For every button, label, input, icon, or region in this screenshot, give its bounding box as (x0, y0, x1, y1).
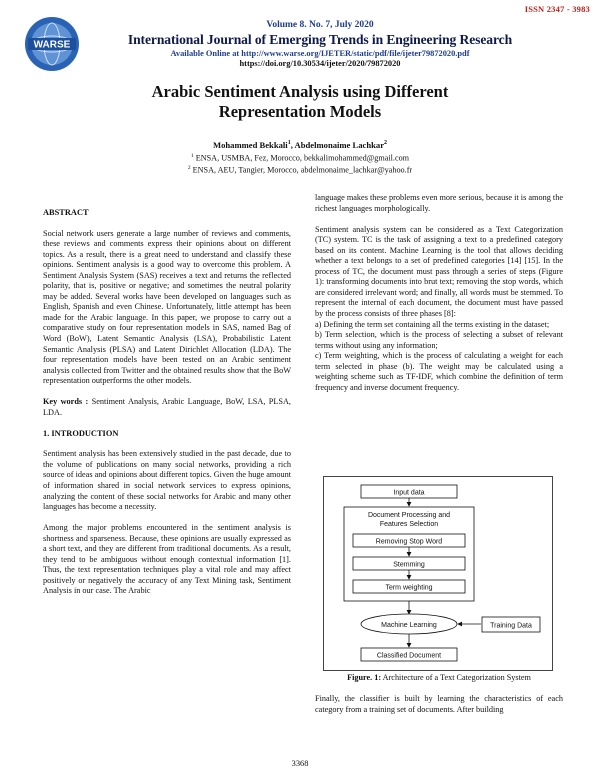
intro-paragraph-1: Sentiment analysis has been extensively studied in the past decade, due to the volume of publications on many social networks, providing a rich source of ideas and opinions about different topics. Given the huge amount of information shared in social network services to express opinions, analyzing the content of these social networks for Arabic and many other languages has become a necessity. (43, 449, 291, 512)
keywords (43, 397, 291, 418)
title-line-1: Arabic Sentiment Analysis using Different (151, 82, 449, 101)
affiliation-2-text: ENSA, AEU, Tangier, Morocco, abdelmonaime_lachkar@yahoo.fr (190, 165, 413, 175)
author-2-sup: 2 (384, 140, 388, 147)
stop-word-label: Removing Stop Word (375, 538, 443, 546)
right-column (315, 193, 563, 393)
input-data-label: Input data (393, 489, 425, 497)
affiliation-1 (60, 153, 540, 163)
right-paragraph-2: Sentiment analysis system can be considered as a Text Categorization (TC) system. TC is the task of assigning a text to a predefined category based on its content. Machine Learning is the tool that allows deciding whether a text belongs to a set of predefined categories [14] [15]. In the process of TC, the document must pass through a series of steps (Figure 1): transforming documents into brut text; removing the stop words, which are considered irrelevant word; and finally, all words must be stemmed. To represent the internal of each document, the document must have passed by the process consists of three phases [8]: (315, 224, 563, 318)
right-paragraph-1: language makes these problems even more serious, because it is among the richest languages morphologically. (315, 193, 563, 213)
list-item-a: a) Defining the term set containing all the terms existing in the dataset; (315, 319, 550, 329)
machine-learning-label: Machine Learning (381, 622, 437, 629)
author-1: Mohammed Bekkali (212, 140, 288, 150)
paper-title (60, 82, 540, 122)
title-line-2: Representation Models (218, 102, 382, 121)
right-paragraph-after-figure: Finally, the classifier is built by learning the characteristics of each category from a training set of documents. After building (315, 694, 563, 714)
volume-info: Volume 8. No. 7, July 2020 (266, 20, 374, 30)
journal-name: International Journal of Emerging Trends in Engineering Research (127, 32, 513, 47)
issn-label: ISSN 2347 - 3983 (524, 4, 590, 14)
affiliation-1-text: ENSA, USMBA, Fez, Morocco, bekkalimohammed@gmail.com (193, 153, 410, 163)
left-column (43, 193, 291, 597)
author-separator: , (290, 140, 295, 150)
abstract-heading: ABSTRACT (43, 208, 89, 217)
available-online (80, 49, 560, 58)
keywords-label: Key words : (43, 397, 92, 407)
architecture-diagram (324, 477, 554, 672)
abstract-text: Social network users generate a large number of reviews and comments, these reviews and comments express their opinions about on different topics. As a result, there is a great need to understand and classify these opinions. Sentiment analysis is a good way to overcome this problem. A Sentiment Analysis System (SAS) receives a text and returns the reflected polarity, that is, positive or negative; and sometimes the neutral polarity may be added. Several works have been developed on languages such as English, Spanish and even Chinese. Unfortunately, little attempt has been made for the Arabic language. In this paper, we propose to carry out a comparative study on four representation models in SAS, named Bag of Word (BoW), Latent Semantic Analysis (LSA), Probabilistic Latent Semantic Analysis (PLSA) and Latent Dirichlet Allocation (LDA). The four representation models have been tested on an Arabic sentiment analysis collected from Twitter and the obtained results show that the BoW representation outperforms the other models. (43, 228, 291, 386)
warse-logo (22, 14, 82, 74)
affiliation-2 (60, 165, 540, 175)
author-2: Abdelmonaime Lachkar (294, 140, 385, 150)
group-title-line-1: Document Processing and (367, 512, 451, 519)
journal-pdf-link[interactable]: http://www.warse.org/IJETER/static/pdf/file/ijeter79872020.pdf (241, 49, 470, 58)
figure-caption-label: Figure. 1: (347, 673, 382, 682)
intro-paragraph-2: Among the major problems encountered in the sentiment analysis is shortness and sparseness. Because, these opinions are usually expressed as a short text, and they are different from traditional documents. As a result, they tend to be ambiguous without enough contextual information [1]. Thus, the text representation techniques play a vital role and may affect positively or negatively the accuracy of any Text Mining task, Sentiment Analysis in our case. The Arabic (43, 523, 291, 596)
author-1-sup: 1 (287, 140, 291, 147)
list-item-b: b) Term selection, which is the process of selecting a subset of relevant terms without using any information; (315, 330, 563, 350)
masthead (80, 20, 560, 68)
figure-1 (323, 476, 553, 671)
group-title-line-2: Features Selection (379, 521, 439, 528)
affiliation-2-sup: 2 (187, 165, 191, 171)
doi-link[interactable]: https://doi.org/10.30534/ijeter/2020/79872020 (239, 59, 401, 68)
logo-text: WARSE (33, 39, 71, 51)
available-label: Available Online at (170, 49, 242, 58)
term-weighting-label: Term weighting (385, 584, 433, 592)
training-data-label: Training Data (490, 622, 532, 630)
author-list (60, 140, 540, 150)
figure-caption-text: Architecture of a Text Categorization System (381, 673, 531, 682)
keywords-text: Sentiment Analysis, Arabic Language, BoW, LSA, PLSA, LDA. (43, 397, 291, 417)
page-number: 3368 (291, 759, 309, 768)
stemming-label: Stemming (393, 561, 425, 569)
affiliation-1-sup: 1 (190, 153, 194, 159)
introduction-heading: 1. INTRODUCTION (43, 428, 119, 438)
classified-document-label: Classified Document (376, 652, 442, 660)
figure-caption (315, 673, 563, 682)
list-item-c: c) Term weighting, which is the process of calculating a weight for each term selected in phase (b). The weight may be calculated using a weighting scheme such as TF-IDF, which combine the definition of term frequency and inverse document frequency. (315, 351, 563, 392)
